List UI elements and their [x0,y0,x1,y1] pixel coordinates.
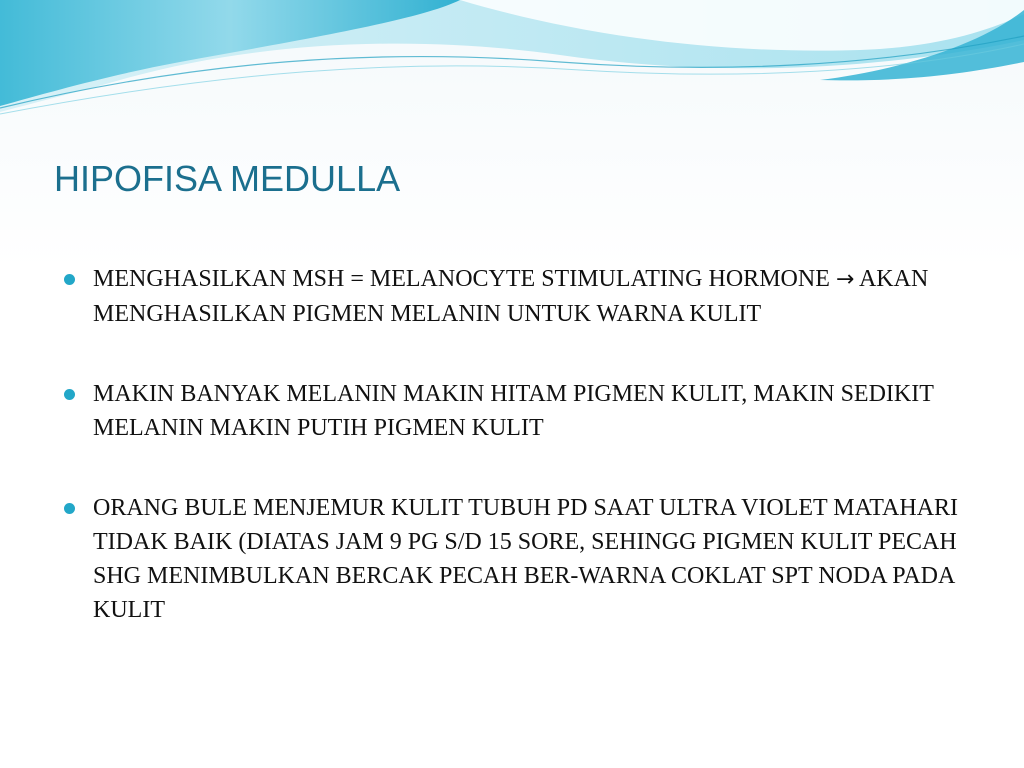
bullet-text-1a: MENGHASILKAN MSH = MELANOCYTE STIMULATING HORMONE [93,266,836,292]
slide-title: HIPOFISA MEDULLA [54,158,401,199]
bullet-item-1 [60,262,970,331]
bullet-dot-icon [64,389,75,400]
bullet-dot-icon [64,274,75,285]
bullet-dot-icon [64,503,75,514]
bullet-item-2 [60,377,970,445]
bullet-text-1b: AKAN MENGHASILKAN PIGMEN MELANIN UNTUK WARNA KULIT [93,266,929,327]
wave-header-decoration [0,0,1024,130]
bullet-text-2: MAKIN BANYAK MELANIN MAKIN HITAM PIGMEN KULIT, MAKIN SEDIKIT MELANIN MAKIN PUTIH PIGMEN KULIT [93,381,934,441]
arrow-right-icon: → [835,267,855,292]
bullet-item-3 [60,491,970,627]
bullet-text-3: ORANG BULE MENJEMUR KULIT TUBUH PD SAAT ULTRA VIOLET MATAHARI TIDAK BAIK (DIATAS JAM 9 PG S/D 15 SORE, SEHINGG PIGMEN KULIT PECAH SHG MENIMBULKAN BERCAK PECAH BER-WARNA COKLAT SPT NODA PADA KULIT [93,495,959,623]
bullet-list [60,262,970,673]
